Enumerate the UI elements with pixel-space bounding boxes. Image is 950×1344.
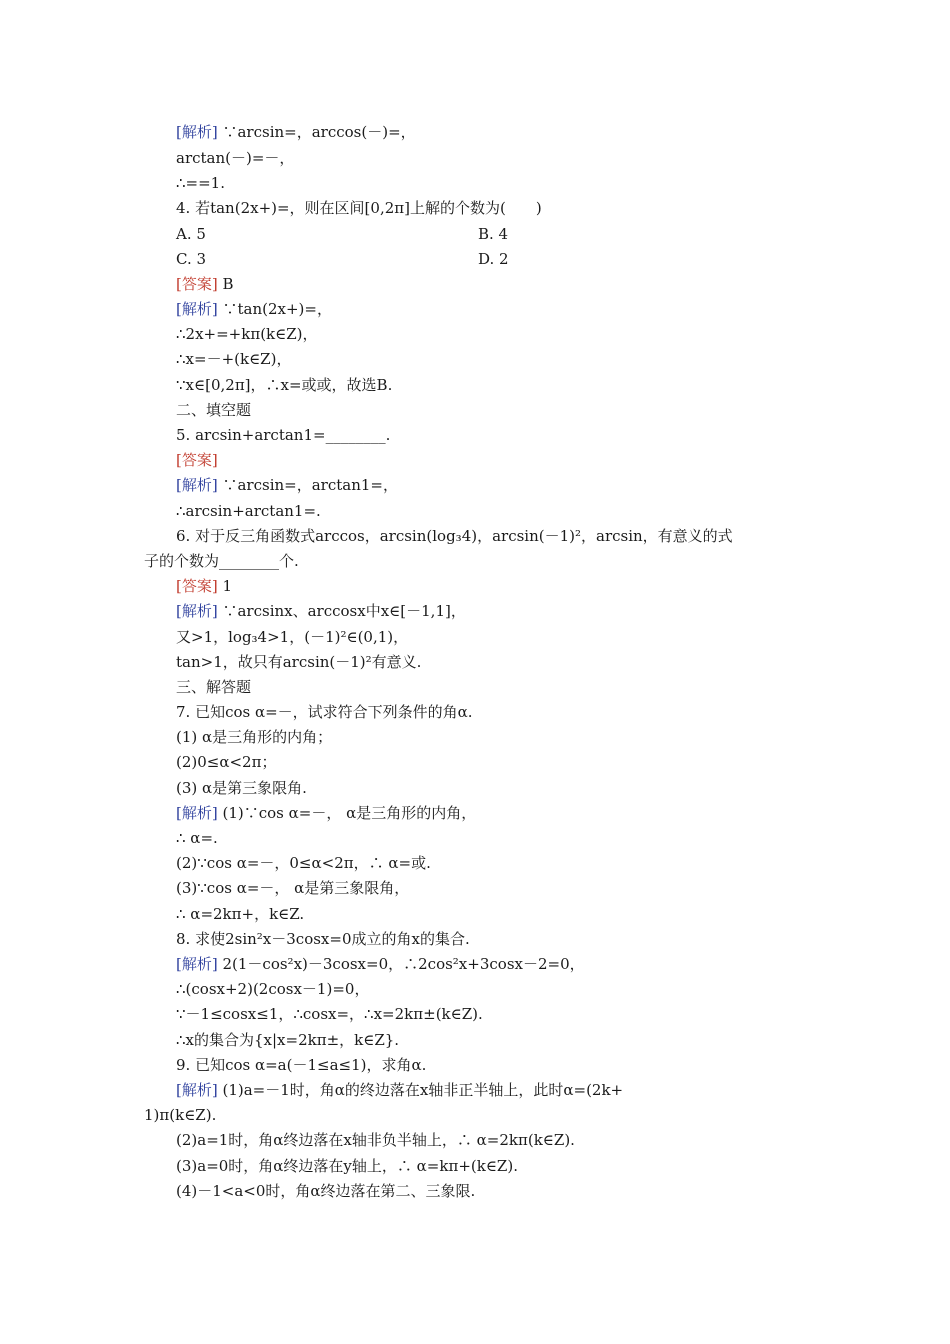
text-line xyxy=(176,274,234,294)
line-text: 4. 若tan(2x+)=，则在区间[0,2π]上解的个数为( ) xyxy=(176,199,542,217)
text-line xyxy=(478,224,508,244)
text-line xyxy=(176,929,470,949)
analysis-tag: [解析] xyxy=(176,300,218,318)
text-line xyxy=(176,853,431,873)
text-line xyxy=(176,1055,426,1075)
line-text: 三、解答题 xyxy=(176,678,252,696)
text-line xyxy=(176,954,585,974)
text-line xyxy=(176,727,332,747)
line-text: (3)∵cos α=－， α是第三象限角， xyxy=(176,879,410,897)
line-text: ∵arcsin=，arccos(－)=， xyxy=(217,123,416,141)
line-text: (3) α是第三象限角. xyxy=(176,779,307,797)
text-line xyxy=(176,627,408,647)
line-text: 7. 已知cos α=－，试求符合下列条件的角α. xyxy=(176,703,473,721)
text-line xyxy=(176,1080,623,1100)
line-text: 二、填空题 xyxy=(176,401,252,419)
line-text: (2)∵cos α=－，0≤α<2π，∴ α=或. xyxy=(176,854,431,872)
line-text: (2)0≤α<2π； xyxy=(176,753,277,771)
text-line xyxy=(176,526,733,546)
text-line xyxy=(176,375,392,395)
line-text: A. 5 xyxy=(176,225,206,243)
text-line xyxy=(176,601,466,621)
line-text: arctan(－)=－， xyxy=(176,149,295,167)
text-line xyxy=(176,400,251,420)
text-line xyxy=(176,148,294,168)
line-text: tan>1，故只有arcsin(－1)²有意义. xyxy=(176,653,422,671)
line-text: (1)a=－1时，角α的终边落在x轴非正半轴上，此时α=(2k+ xyxy=(217,1081,624,1099)
line-text: B xyxy=(217,275,234,293)
text-line xyxy=(176,349,291,369)
line-text: (4)－1<a<0时，角α终边落在第二、三象限. xyxy=(176,1182,476,1200)
text-line xyxy=(176,1030,399,1050)
text-line xyxy=(176,778,307,798)
line-text: 又>1，log₃4>1，(－1)²∈(0,1)， xyxy=(176,628,409,646)
text-line xyxy=(176,501,321,521)
line-text: 2(1－cos²x)－3cosx=0，∴2cos²x+3cosx－2=0， xyxy=(217,955,585,973)
answer-tag: [答案] xyxy=(176,275,218,293)
text-line xyxy=(176,576,232,596)
text-line xyxy=(478,249,509,269)
analysis-tag: [解析] xyxy=(176,123,218,141)
text-line xyxy=(176,198,542,218)
text-line xyxy=(176,878,409,898)
line-text: 9. 已知cos α=a(－1≤a≤1)，求角α. xyxy=(176,1056,427,1074)
line-text: ∴(cosx+2)(2cosx－1)=0， xyxy=(176,980,370,998)
line-text: ∴arcsin+arctan1=. xyxy=(176,502,321,520)
text-line xyxy=(176,249,206,269)
line-text: ∵x∈[0,2π]，∴x=或或，故选B. xyxy=(176,376,393,394)
line-text: ∵arcsinx、arccosx中x∈[－1,1]， xyxy=(217,602,466,620)
text-line xyxy=(176,122,416,142)
line-text: ∴2x+=+kπ(k∈Z)， xyxy=(176,325,318,343)
analysis-tag: [解析] xyxy=(176,476,218,494)
line-text: ∴ α=2kπ+，k∈Z. xyxy=(176,905,305,923)
text-line xyxy=(176,1156,518,1176)
text-line xyxy=(176,677,251,697)
text-line xyxy=(176,752,276,772)
line-text: ∵－1≤cosx≤1，∴cosx=，∴x=2kπ±(k∈Z). xyxy=(176,1005,483,1023)
line-text: (1)∵cos α=－， α是三角形的内角， xyxy=(217,804,477,822)
text-line xyxy=(176,702,473,722)
analysis-tag: [解析] xyxy=(176,804,218,822)
text-line xyxy=(176,450,218,470)
line-text: ∵arcsin=，arctan1=， xyxy=(217,476,398,494)
text-line xyxy=(176,224,206,244)
text-line xyxy=(176,652,421,672)
analysis-tag: [解析] xyxy=(176,955,218,973)
text-line xyxy=(176,904,304,924)
text-line xyxy=(176,979,369,999)
text-line xyxy=(176,1130,575,1150)
line-text: (2)a=1时，角α终边落在x轴非负半轴上，∴ α=2kπ(k∈Z). xyxy=(176,1131,575,1149)
line-text: ∴ α=. xyxy=(176,829,218,847)
answer-tag: [答案] xyxy=(176,577,218,595)
text-line xyxy=(176,173,225,193)
line-text: 1)π(k∈Z). xyxy=(144,1106,217,1124)
line-text: B. 4 xyxy=(478,225,509,243)
line-text: ∴x=－+(k∈Z)， xyxy=(176,350,292,368)
analysis-tag: [解析] xyxy=(176,602,218,620)
line-text: ∴==1. xyxy=(176,174,225,192)
line-text: 6. 对于反三角函数式arccos，arcsin(log₃4)，arcsin(－1)²，arcsin，有意义的式 xyxy=(176,527,733,545)
text-line xyxy=(176,803,476,823)
text-line xyxy=(176,425,390,445)
analysis-tag: [解析] xyxy=(176,1081,218,1099)
line-text: (1) α是三角形的内角； xyxy=(176,728,333,746)
line-text: 1 xyxy=(217,577,233,595)
line-text: ∵tan(2x+)=， xyxy=(217,300,332,318)
line-text: 5. arcsin+arctan1=________. xyxy=(176,426,391,444)
line-text: D. 2 xyxy=(478,250,509,268)
line-text: C. 3 xyxy=(176,250,207,268)
text-line xyxy=(144,551,299,571)
text-line xyxy=(176,1181,475,1201)
text-line xyxy=(176,1004,483,1024)
line-text: 8. 求使2sin²x－3cosx=0成立的角x的集合. xyxy=(176,930,470,948)
text-line xyxy=(176,828,218,848)
text-line xyxy=(144,1105,216,1125)
answer-tag: [答案] xyxy=(176,451,218,469)
text-line xyxy=(176,299,332,319)
text-line xyxy=(176,324,318,344)
line-text: 子的个数为________个. xyxy=(144,552,299,570)
text-line xyxy=(176,475,398,495)
line-text: (3)a=0时，角α终边落在y轴上，∴ α=kπ+(k∈Z). xyxy=(176,1157,518,1175)
line-text: ∴x的集合为{x|x=2kπ±，k∈Z}. xyxy=(176,1031,400,1049)
